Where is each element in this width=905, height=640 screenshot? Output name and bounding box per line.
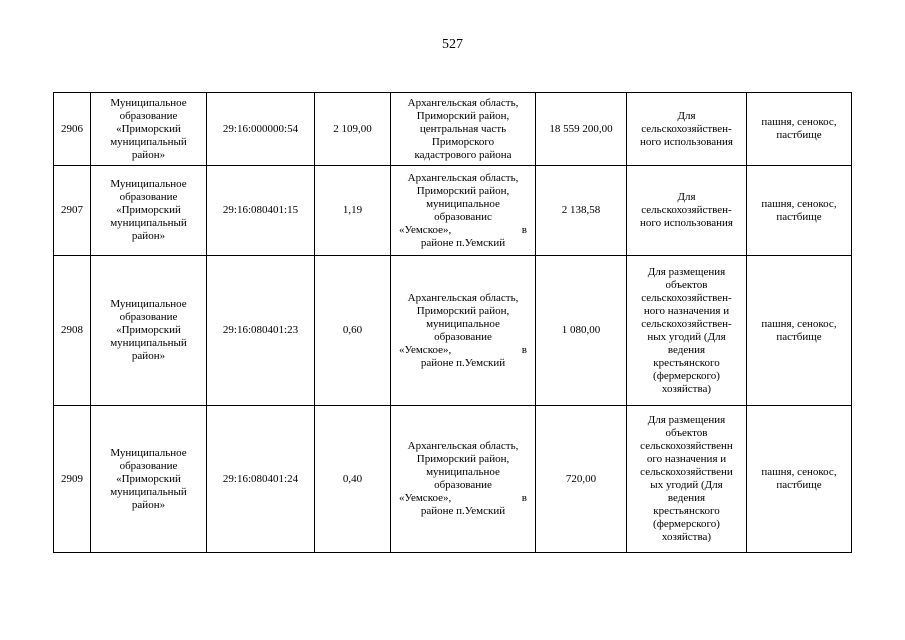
address-fragment: «Уемское», bbox=[399, 343, 452, 356]
address-line: Приморский район, bbox=[416, 109, 510, 122]
permitted-use-cell bbox=[627, 166, 747, 256]
permitted-use-line: ного использования bbox=[640, 135, 733, 148]
row-number-cell: 2909 bbox=[54, 406, 91, 553]
address-line: муниципальное bbox=[426, 197, 500, 210]
permitted-use-line: Для размещения bbox=[647, 265, 726, 278]
cadastral-value-cell: 720,00 bbox=[536, 406, 627, 553]
address-line bbox=[393, 344, 533, 357]
permitted-use-line: сельскохозяйственн bbox=[640, 440, 733, 452]
permitted-use-line: крестьянского bbox=[653, 356, 720, 369]
owner-line: Муниципальное bbox=[110, 446, 187, 459]
table-row bbox=[54, 93, 852, 166]
land-type-cell bbox=[747, 93, 852, 166]
cadastral-number-cell: 29:16:080401:24 bbox=[207, 406, 315, 553]
permitted-use-line: Для bbox=[677, 109, 696, 122]
permitted-use-cell bbox=[627, 93, 747, 166]
land-type-line: пашня, сенокос, bbox=[761, 466, 837, 478]
owner-line: муниципальный bbox=[110, 135, 187, 148]
owner-line: муниципальный bbox=[110, 485, 187, 498]
owner-line: район» bbox=[131, 350, 166, 362]
permitted-use-line: ведения bbox=[667, 343, 706, 356]
owner-cell bbox=[91, 256, 207, 406]
owner-line: район» bbox=[131, 148, 166, 161]
land-type-line: пастбище bbox=[776, 129, 822, 141]
address-line: кадастрового района bbox=[414, 148, 512, 161]
permitted-use-line: сельскохозяйствен- bbox=[641, 122, 732, 135]
address-cell bbox=[391, 256, 536, 406]
land-type-line: пашня, сенокос, bbox=[761, 197, 837, 210]
address-line: Архангельская область, bbox=[407, 96, 519, 109]
row-number-cell: 2907 bbox=[54, 166, 91, 256]
permitted-use-line: хозяйства) bbox=[661, 382, 712, 395]
land-type-cell bbox=[747, 406, 852, 553]
owner-line: «Приморский bbox=[116, 122, 181, 135]
owner-line: муниципальный bbox=[110, 337, 187, 349]
permitted-use-cell bbox=[627, 406, 747, 553]
area-cell: 0,60 bbox=[315, 256, 391, 406]
address-line: Архангельская область, bbox=[407, 171, 519, 184]
owner-cell bbox=[91, 166, 207, 256]
cadastral-number-cell: 29:16:000000:54 bbox=[207, 93, 315, 166]
row-number-cell: 2906 bbox=[54, 93, 91, 166]
owner-line: район» bbox=[131, 230, 166, 242]
address-line: Архангельская область, bbox=[407, 291, 519, 304]
permitted-use-line: сельскохозяйствен- bbox=[641, 317, 732, 330]
address-fragment: «Уемское», bbox=[399, 223, 452, 236]
owner-line: Муниципальное bbox=[110, 298, 187, 310]
land-type-line: пастбище bbox=[776, 479, 822, 491]
permitted-use-line: сельскохозяйствен- bbox=[641, 291, 732, 304]
address-line: образование bbox=[434, 330, 492, 343]
permitted-use-line: хозяйства) bbox=[661, 531, 712, 543]
land-type-line: пастбище bbox=[776, 210, 822, 223]
owner-cell bbox=[91, 93, 207, 166]
permitted-use-line: ого назначения и bbox=[646, 453, 727, 465]
address-line: Приморский район, bbox=[416, 184, 510, 197]
address-fragment: в bbox=[521, 343, 527, 356]
permitted-use-line: (фермерского) bbox=[653, 518, 720, 530]
address-cell bbox=[391, 93, 536, 166]
cadastral-number-cell: 29:16:080401:23 bbox=[207, 256, 315, 406]
address-line bbox=[393, 224, 533, 237]
permitted-use-line: ведения bbox=[667, 492, 706, 504]
permitted-use-line: Для размещения bbox=[647, 414, 726, 426]
cadastral-value-cell: 2 138,58 bbox=[536, 166, 627, 256]
land-type-line: пашня, сенокос, bbox=[761, 317, 837, 330]
address-line: образованис bbox=[434, 210, 492, 223]
address-fragment: в bbox=[521, 492, 527, 504]
permitted-use-line: (фермерского) bbox=[653, 369, 720, 382]
permitted-use-line: крестьянского bbox=[653, 505, 720, 517]
area-cell: 2 109,00 bbox=[315, 93, 391, 166]
address-line: районе п.Уемский bbox=[420, 236, 506, 249]
address-line bbox=[393, 492, 533, 505]
table-row bbox=[54, 406, 852, 553]
table-body bbox=[54, 93, 852, 553]
permitted-use-line: ного использования bbox=[640, 217, 733, 229]
owner-line: Муниципальное bbox=[110, 96, 187, 109]
address-line: образование bbox=[434, 479, 492, 491]
table-row bbox=[54, 256, 852, 406]
area-cell: 0,40 bbox=[315, 406, 391, 553]
permitted-use-line: сельскохозяйствени bbox=[640, 466, 733, 478]
address-line: муниципальное bbox=[426, 466, 500, 478]
address-line: районе п.Уемский bbox=[420, 356, 506, 369]
owner-line: муниципальный bbox=[110, 217, 187, 229]
page-number: 527 bbox=[442, 37, 463, 52]
address-line: Приморский район, bbox=[416, 304, 510, 317]
address-line: районе п.Уемский bbox=[420, 505, 506, 517]
cadastral-value-cell: 1 080,00 bbox=[536, 256, 627, 406]
address-line: муниципальное bbox=[426, 317, 500, 330]
permitted-use-line: Для bbox=[677, 191, 696, 203]
owner-cell bbox=[91, 406, 207, 553]
address-line: центральная часть bbox=[419, 122, 507, 135]
cadastral-value-cell: 18 559 200,00 bbox=[536, 93, 627, 166]
permitted-use-line: ного назначения и bbox=[643, 304, 730, 317]
land-plots-table bbox=[53, 92, 852, 553]
row-number-cell: 2908 bbox=[54, 256, 91, 406]
land-type-cell bbox=[747, 166, 852, 256]
owner-line: «Приморский bbox=[116, 324, 181, 336]
permitted-use-line: объектов bbox=[665, 278, 708, 291]
owner-line: образование bbox=[119, 109, 178, 122]
owner-line: образование bbox=[119, 459, 178, 472]
address-line: Приморский район, bbox=[416, 453, 510, 465]
address-cell bbox=[391, 406, 536, 553]
land-type-cell bbox=[747, 256, 852, 406]
address-line: Архангельская область, bbox=[407, 440, 519, 452]
owner-line: район» bbox=[131, 498, 166, 511]
permitted-use-line: ых угодий (Для bbox=[650, 479, 723, 491]
address-line: Приморского bbox=[431, 135, 495, 148]
land-type-line: пашня, сенокос, bbox=[761, 116, 837, 128]
address-fragment: «Уемское», bbox=[399, 492, 452, 504]
permitted-use-line: ных угодий (Для bbox=[647, 330, 726, 343]
owner-line: Муниципальное bbox=[110, 178, 187, 190]
table-row bbox=[54, 166, 852, 256]
permitted-use-line: объектов bbox=[665, 427, 708, 439]
address-cell bbox=[391, 166, 536, 256]
address-fragment: в bbox=[521, 223, 527, 236]
permitted-use-cell bbox=[627, 256, 747, 406]
owner-line: «Приморский bbox=[116, 472, 181, 485]
owner-line: образование bbox=[119, 191, 178, 203]
land-type-line: пастбище bbox=[776, 330, 822, 343]
cadastral-number-cell: 29:16:080401:15 bbox=[207, 166, 315, 256]
owner-line: «Приморский bbox=[116, 204, 181, 216]
area-cell: 1,19 bbox=[315, 166, 391, 256]
permitted-use-line: сельскохозяйствен- bbox=[641, 204, 732, 216]
owner-line: образование bbox=[119, 311, 178, 323]
